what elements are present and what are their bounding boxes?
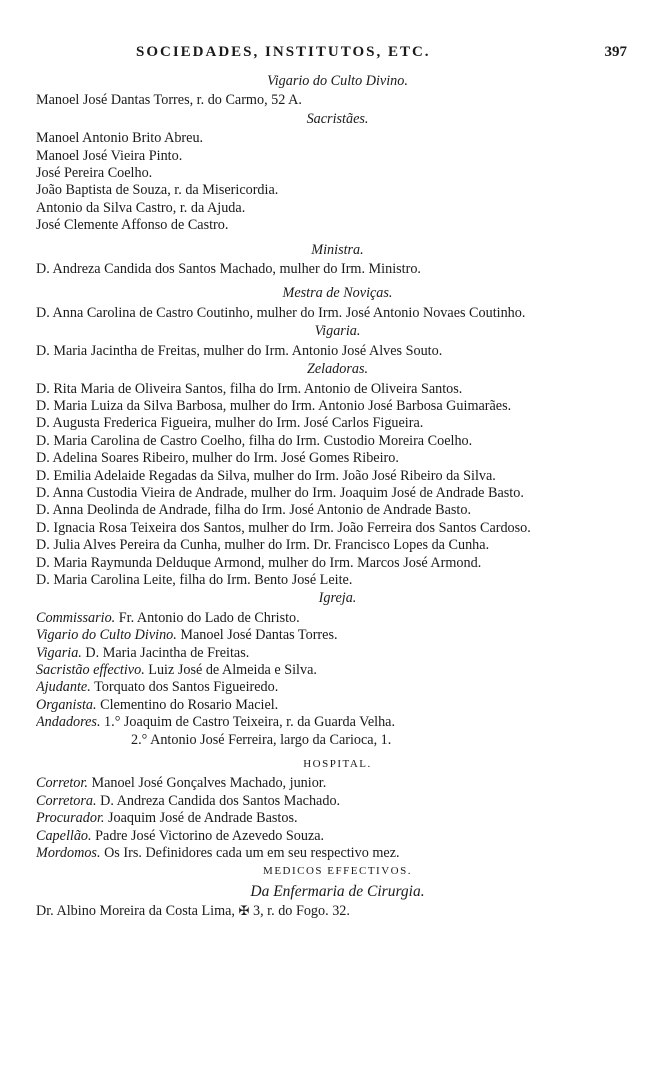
running-head-title: SOCIEDADES, INSTITUTOS, ETC. (136, 44, 431, 60)
section-vigaria (36, 323, 639, 360)
row-text: 1.° Joaquim de Castro Teixeira, r. da Guarda Velha. (104, 714, 396, 731)
entry: D. Julia Alves Pereira da Cunha, mulher do Irm. Dr. Francisco Lopes da Cunha. (36, 537, 490, 554)
medico-name: Dr. Albino Moreira da Costa Lima, (36, 903, 235, 920)
row-text: Manoel José Gonçalves Machado, junior. (91, 775, 327, 792)
text-line: Manoel Antonio Brito Abreu. (36, 130, 204, 147)
igreja-row (36, 679, 639, 696)
row-text: Os Irs. Definidores cada um em seu respectivo mez. (104, 845, 400, 862)
running-head (36, 44, 639, 72)
entry: D. Maria Raymunda Delduque Armond, mulher do Irm. Marcos José Armond. (36, 554, 482, 571)
section-igreja (36, 590, 639, 749)
igreja-row (36, 697, 639, 714)
section-hospital (36, 756, 639, 862)
entry: D. Emilia Adelaide Regadas da Silva, mulher do Irm. João José Ribeiro da Silva. (36, 467, 496, 484)
row-text: Torquato dos Santos Figueiredo. (94, 679, 279, 696)
entry: D. Maria Jacintha de Freitas, mulher do Irm. Antonio José Alves Souto. (36, 342, 443, 359)
row-text: Fr. Antonio do Lado de Christo. (118, 609, 300, 626)
cross-icon: ✠ (238, 903, 250, 919)
section-ministra (36, 242, 639, 279)
igreja-row (36, 662, 639, 679)
section-medicos (36, 863, 639, 920)
andadores-second-line: 2.° Antonio José Ferreira, largo da Carioca, 1. (131, 731, 392, 748)
section-title: Mestra de Noviças. (282, 285, 393, 302)
igreja-row (36, 610, 639, 627)
entry: D. Adelina Soares Ribeiro, mulher do Irm. José Gomes Ribeiro. (36, 450, 399, 467)
text-line: José Clemente Affonso de Castro. (36, 217, 229, 234)
entry: D. Andreza Candida dos Santos Machado, mulher do Irm. Ministro. (36, 261, 421, 278)
section-title: Vigario do Culto Divino. (267, 73, 408, 89)
section-title: Zeladoras. (306, 361, 369, 378)
row-label: Vigaria. (36, 644, 82, 661)
section-sacristaes (36, 111, 639, 235)
section-title: HOSPITAL. (303, 758, 372, 771)
section-zeladoras (36, 361, 639, 589)
row-label: Corretor. (36, 775, 88, 792)
text-line: Antonio da Silva Castro, r. da Ajuda. (36, 199, 246, 216)
section-title: Igreja. (318, 590, 357, 607)
row-label: Andadores. (36, 714, 101, 731)
hospital-row (36, 793, 639, 810)
row-label: Capellão. (36, 827, 92, 844)
row-text: Joaquim José de Andrade Bastos. (108, 810, 298, 827)
text-line: Manoel José Vieira Pinto. (36, 147, 183, 164)
entry: D. Augusta Frederica Figueira, mulher do Irm. José Carlos Figueira. (36, 415, 424, 432)
entry: D. Anna Custodia Vieira de Andrade, mulher do Irm. Joaquim José de Andrade Basto. (36, 484, 524, 501)
section-title: Vigaria. (314, 323, 361, 340)
hospital-row (36, 828, 639, 845)
entry: D. Anna Carolina de Castro Coutinho, mulher do Irm. José Antonio Novaes Coutinho. (36, 304, 526, 321)
section-vigario-culto (36, 73, 639, 110)
section-mestra-novicas (36, 285, 639, 322)
igreja-row (36, 714, 639, 731)
igreja-row (36, 627, 639, 644)
text-line: José Pereira Coelho. (36, 165, 153, 182)
page-number: 397 (604, 44, 627, 60)
row-text: Luiz José de Almeida e Silva. (148, 662, 317, 678)
row-label: Ajudante. (36, 679, 91, 696)
row-text: Padre José Victorino de Azevedo Souza. (95, 827, 325, 844)
medico-line (36, 902, 639, 920)
row-label: Sacristão effectivo. (36, 662, 145, 678)
row-text: Clementino do Rosario Maciel. (100, 696, 279, 713)
hospital-row (36, 775, 639, 792)
row-label: Corretora. (36, 792, 97, 809)
hospital-row (36, 810, 639, 827)
entry: D. Anna Deolinda de Andrade, filha do Irm. José Antonio de Andrade Basto. (36, 502, 471, 519)
section-subtitle: Da Enfermaria de Cirurgia. (250, 882, 425, 900)
section-title: Sacristães. (306, 110, 369, 127)
igreja-row (36, 645, 639, 662)
row-text: D. Maria Jacintha de Freitas. (85, 644, 250, 661)
text-line: Manoel José Dantas Torres, r. do Carmo, 52 A. (36, 92, 302, 109)
section-title: Ministra. (311, 241, 364, 258)
row-label: Organista. (36, 696, 97, 713)
row-text: D. Andreza Candida dos Santos Machado. (100, 792, 341, 809)
hospital-row (36, 845, 639, 862)
text-line: João Baptista de Souza, r. da Misericordia. (36, 182, 279, 199)
entry: D. Ignacia Rosa Teixeira dos Santos, mulher do Irm. João Ferreira dos Santos Cardoso. (36, 519, 531, 536)
section-title: MEDICOS EFFECTIVOS. (263, 865, 412, 878)
medico-address: 3, r. do Fogo. 32. (252, 903, 350, 920)
row-label: Vigario do Culto Divino. (36, 627, 177, 644)
row-text: Manoel José Dantas Torres. (180, 627, 338, 644)
row-label: Procurador. (36, 810, 105, 827)
row-label: Commissario. (36, 609, 116, 626)
entry: D. Rita Maria de Oliveira Santos, filha do Irm. Antonio de Oliveira Santos. (36, 380, 463, 397)
row-label: Mordomos. (36, 845, 101, 862)
entry: D. Maria Carolina Leite, filha do Irm. Bento José Leite. (36, 571, 353, 588)
entry: D. Maria Luiza da Silva Barbosa, mulher do Irm. Antonio José Barbosa Guimarães. (36, 397, 512, 414)
entry: D. Maria Carolina de Castro Coelho, filha do Irm. Custodio Moreira Coelho. (36, 432, 473, 449)
